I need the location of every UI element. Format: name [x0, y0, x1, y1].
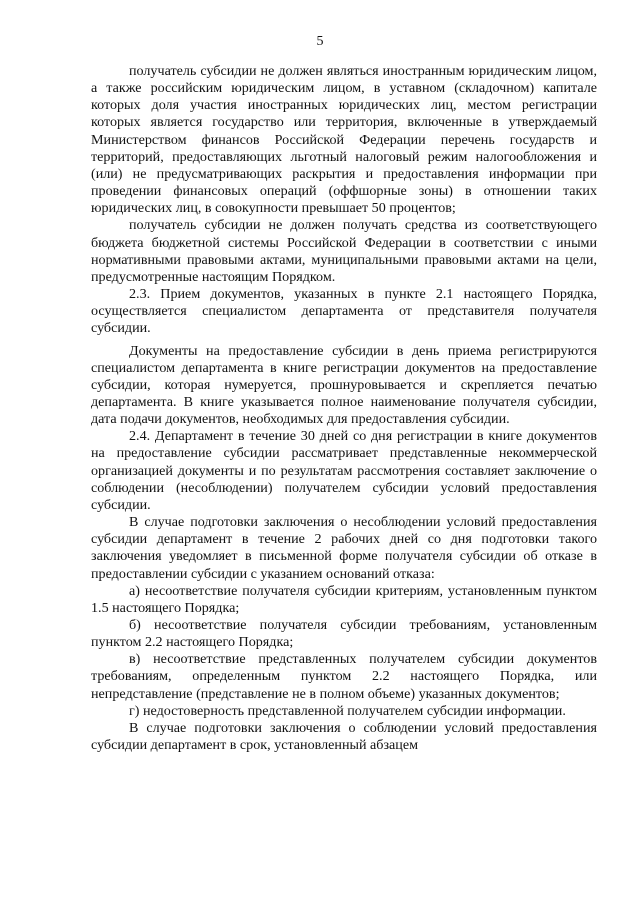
- document-body: [91, 63, 597, 754]
- paragraph-foreign-entity-restriction: получатель субсидии не должен являться иностранным юридическим лицом, а также российским юридическим лицом, в уставном (складочном) капитале которых доля участия иностранных юридических лиц, местом регистрации которых является государство или территория, включенные в утверждаемый Министерством финансов Российской Федерации перечень государств и территорий, предоставляющих льготный налоговый режим налогообложения и (или) не предусматривающих раскрытия и предоставления информации при проведении финансовых операций (оффшорные зоны) в отношении таких юридических лиц, в совокупности превышает 50 процентов;: [91, 63, 597, 217]
- paragraph-budget-restriction: получатель субсидии не должен получать средства из соответствующего бюджета бюджетной системы Российской Федерации в соответствии с иными нормативными правовыми актами, муниципальными правовыми актами на цели, предусмотренные настоящим Порядком.: [91, 217, 597, 285]
- page-number: 5: [316, 34, 324, 49]
- list-item-v: в) несоответствие представленных получателем субсидии документов требованиям, определенным пунктом 2.2 настоящего Порядка, или непредставление (представление не в полном объеме) указанных документов;: [91, 651, 597, 702]
- paragraph-compliance-conclusion: В случае подготовки заключения о соблюдении условий предоставления субсидии департамент в срок, установленный абзацем: [91, 719, 597, 754]
- list-item-a: а) несоответствие получателя субсидии критериям, установленным пунктом 1.5 настоящего Порядка;: [91, 582, 597, 616]
- paragraph-refusal-notice: В случае подготовки заключения о несоблюдении условий предоставления субсидии департамент в течение 2 рабочих дней со дня подготовки такого заключения уведомляет в письменной форме получателя субсидии об отказе в предоставлении субсидии с указанием оснований отказа:: [91, 514, 597, 582]
- paragraph-section-2-3: 2.3. Прием документов, указанных в пункте 2.1 настоящего Порядка, осуществляется специалистом департамента от представителя получателя субсидии.: [91, 286, 597, 337]
- list-item-b: б) несоответствие получателя субсидии требованиям, установленным пунктом 2.2 настоящего Порядка;: [91, 617, 597, 651]
- paragraph-registration: Документы на предоставление субсидии в день приема регистрируются специалистом департамента в книге регистрации документов на предоставление субсидии, которая нумеруется, прошнуровывается и скрепляется печатью департамента. В книге указывается полное наименование получателя субсидии, дата подачи документов, необходимых для предоставления субсидии.: [91, 342, 597, 428]
- paragraph-section-2-4: 2.4. Департамент в течение 30 дней со дня регистрации в книге документов на предоставление субсидии рассматривает представленные некоммерческой организацией документы и по результатам рассмотрения составляет заключение о соблюдении (несоблюдении) получателем субсидии условий предоставления субсидии.: [91, 428, 597, 513]
- list-item-g: г) недостоверность представленной получателем субсидии информации.: [129, 702, 566, 719]
